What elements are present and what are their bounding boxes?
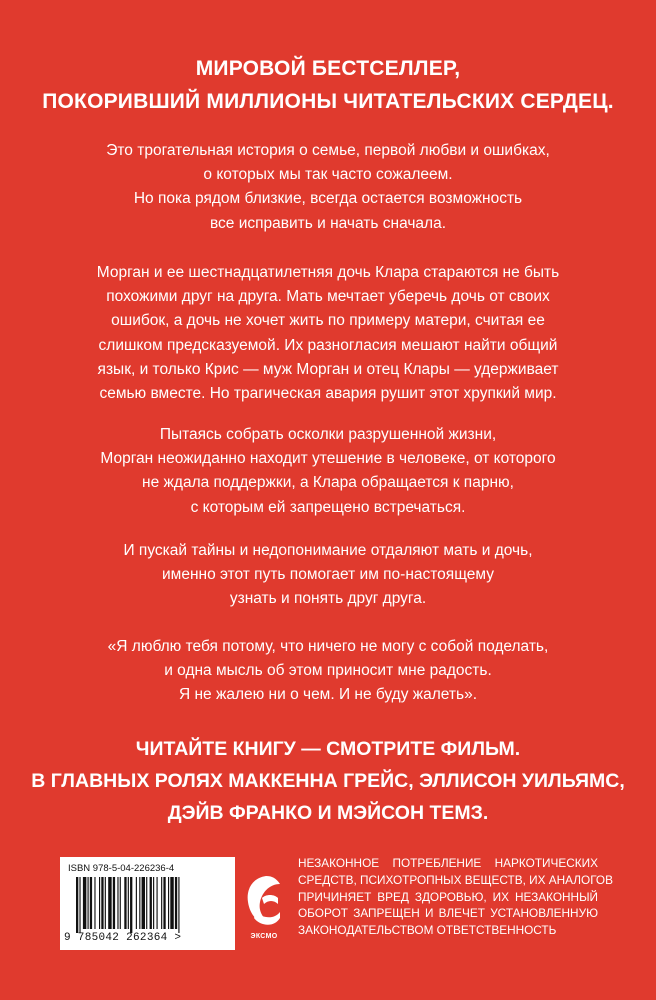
quote-line: Я не жалею ни о чем. И не буду жалеть». (178, 686, 478, 704)
text-line: И пускай тайны и недопонимание отдаляют мать и дочь, (123, 542, 533, 559)
isbn-text: ISBN 978-5-04-226236-4 (68, 863, 175, 874)
text-line: Пытаясь собрать осколки разрушенной жизни, (159, 426, 497, 443)
paragraph-plot (0, 261, 656, 406)
text-line: Это трогательная история о семье, первой любви и ошибках, (106, 142, 550, 159)
warning-line: ЗАКОНОДАТЕЛЬСТВОМ ОТВЕТСТВЕННОСТЬ (298, 923, 557, 938)
text-line: семью вместе. Но трагическая авария рушит этот хрупкий мир. (99, 385, 557, 403)
paragraph-aftermath (0, 423, 656, 520)
text-line: ошибок, а дочь не хочет жить по примеру матери, считая ее (111, 312, 545, 330)
promo-line: ЧИТАЙТЕ КНИГУ — СМОТРИТЕ ФИЛЬМ. (135, 738, 521, 760)
quote-line: «Я люблю тебя потому, что ничего не могу с собой поделать, (107, 638, 549, 655)
text-line: Морган неожиданно находит утешение в человеке, от которого (100, 450, 556, 468)
promo-line: ДЭЙВ ФРАНКО И МЭЙСОН ТЕМЗ. (167, 802, 489, 824)
text-line: не ждала поддержки, а Клара обращается к парню, (142, 474, 514, 492)
text-line: Морган и ее шестнадцатилетняя дочь Клара стараются не быть (96, 264, 560, 281)
film-promo (0, 733, 656, 829)
headline-line-2: ПОКОРИВШИЙ МИЛЛИОНЫ ЧИТАТЕЛЬСКИХ СЕРДЕЦ. (42, 90, 614, 113)
barcode-panel (60, 857, 235, 950)
text-line: узнать и понять друг друга. (229, 590, 427, 608)
warning-line: ОБОРОТ ЗАПРЕЩЕН И ВЛЕЧЕТ УСТАНОВЛЕННУЮ (298, 906, 598, 921)
paragraph-intro (0, 139, 656, 236)
text-line: все исправить и начать сначала. (209, 214, 447, 232)
text-line: именно этот путь помогает им по-настоящему (162, 566, 494, 584)
text-line: слишком предсказуемой. Их разногласия мешают найти общий (98, 336, 558, 354)
text-line: похожими друг на друга. Мать мечтает уберечь дочь от своих (106, 288, 550, 306)
headline-line-1: МИРОВОЙ БЕСТСЕЛЛЕР, (195, 57, 461, 80)
warning-line: СРЕДСТВ, ПСИХОТРОПНЫХ ВЕЩЕСТВ, ИХ АНАЛОГОВ (298, 872, 613, 887)
promo-line: В ГЛАВНЫХ РОЛЯХ МАККЕННА ГРЕЙС, ЭЛЛИСОН УИЛЬЯМС, (31, 770, 625, 792)
quote-block (0, 635, 656, 708)
publisher-name: ЭКСМО (250, 933, 278, 940)
paragraph-resolution (0, 539, 656, 612)
quote-line: и одна мысль об этом приносит мне радость. (164, 662, 492, 680)
barcode-icon (74, 877, 224, 933)
eksmo-logo-icon (244, 872, 284, 937)
warning-line: ПРИЧИНЯЕТ ВРЕД ЗДОРОВЬЮ, ИХ НЕЗАКОННЫЙ (298, 889, 598, 904)
headline (0, 52, 656, 118)
text-line: с которым ей запрещено встречаться. (190, 498, 466, 516)
barcode-digits: 9 785042 262364 > (64, 932, 182, 944)
text-line: Но пока рядом близкие, всегда остается возможность (133, 190, 523, 208)
warning-line: НЕЗАКОННОЕ ПОТРЕБЛЕНИЕ НАРКОТИЧЕСКИХ (298, 856, 598, 870)
text-line: о которых мы так часто сожалеем. (203, 166, 453, 184)
text-line: язык, и только Крис — муж Морган и отец Клары — удерживает (97, 360, 559, 378)
legal-warning (298, 855, 613, 939)
